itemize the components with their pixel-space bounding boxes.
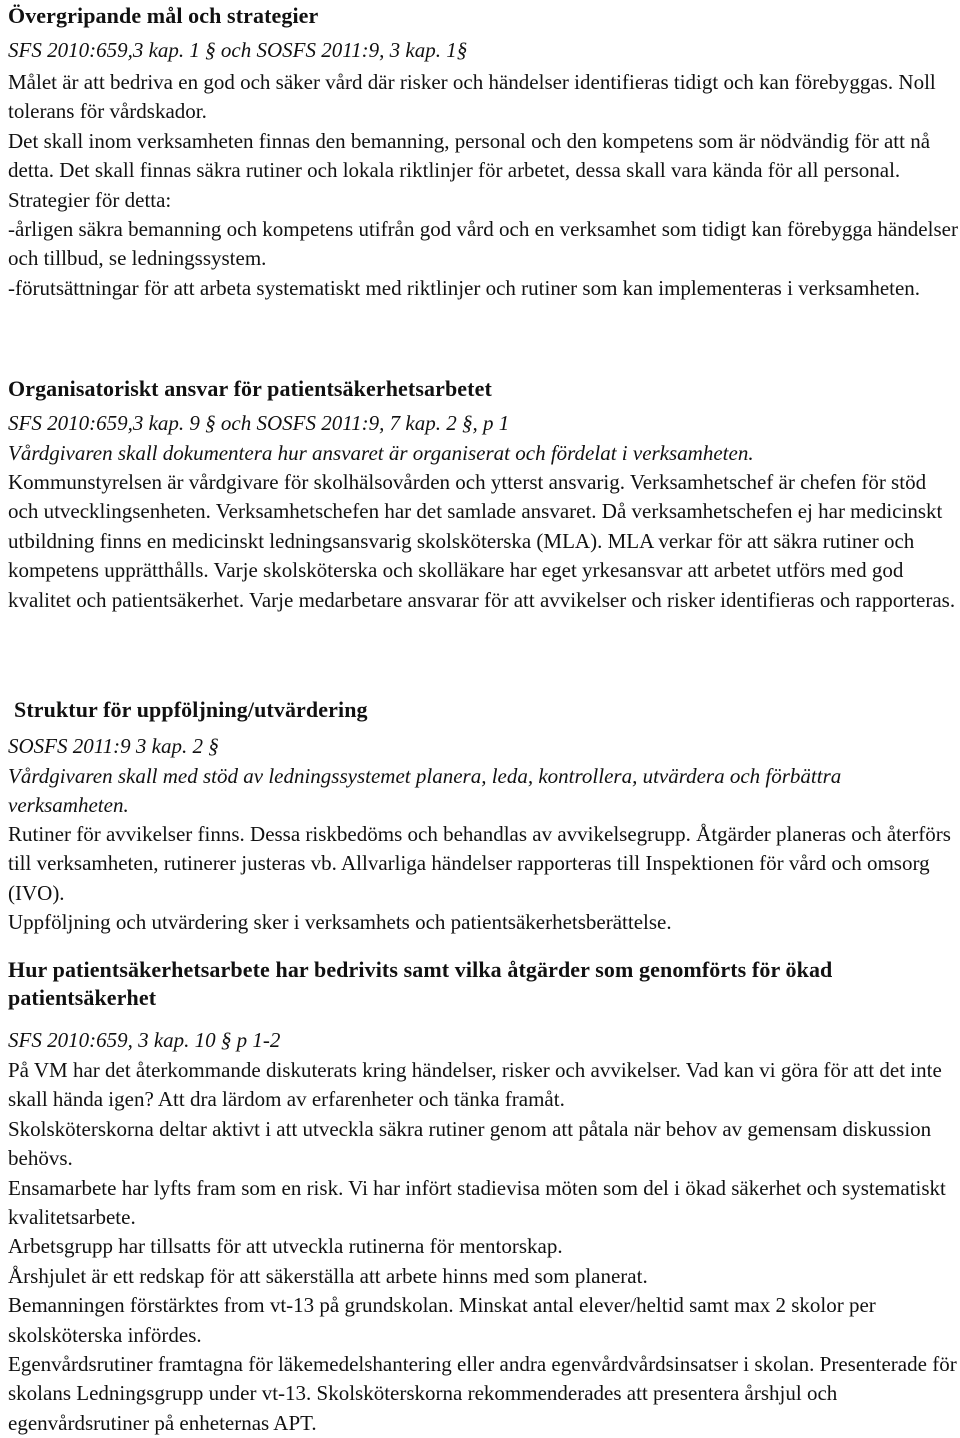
legal-reference: SFS 2010:659, 3 kap. 10 § p 1-2 bbox=[8, 1028, 281, 1052]
paragraph: På VM har det återkommande diskuterats kring händelser, risker och avvikelser. Vad kan vi göra för att det inte skall hända igen? Att dra lärdom av erfarenheter och tänka framåt. bbox=[8, 1058, 942, 1112]
section-safety-work-measures bbox=[8, 956, 958, 1438]
paragraph: Skolsköterskorna deltar aktivt i att utveckla säkra rutiner genom att påtala när behov av gemensam diskussion behövs. bbox=[8, 1116, 932, 1171]
section-overall-goals bbox=[8, 2, 958, 303]
paragraph: Bemanningen förstärktes from vt-13 på grundskolan. Minskat antal elever/heltid samt max 2 skolor per skolsköterska infördes. bbox=[8, 1293, 876, 1347]
section-heading: Hur patientsäkerhetsarbete har bedrivits samt vilka åtgärder som genomförts för ökad patientsäkerhet bbox=[8, 957, 833, 1010]
paragraph: Egenvårdsrutiner framtagna för läkemedelshantering eller andra egenvårdvårdsinsatser i skolan. Presenterade för skolans Ledningsgrupp under vt-13. Skolsköterskorna rekommenderades att presentera årshjul och egenvårdsrutiner på enheternas APT. bbox=[8, 1352, 957, 1435]
paragraph: Uppföljning och utvärdering sker i verksamhets och patientsäkerhetsberättelse. bbox=[8, 910, 672, 935]
legal-reference: SFS 2010:659,3 kap. 1 § och SOSFS 2011:9, 3 kap. 1§ bbox=[8, 38, 468, 62]
paragraph: Det skall inom verksamheten finnas den bemanning, personal och den kompetens som är nödvändig för att nå detta. Det skall finnas säkra rutiner och lokala riktlinjer för arbetet, dessa skall vara kända för all personal. bbox=[8, 128, 931, 183]
paragraph: -förutsättningar för att arbeta systematiskt med riktlinjer och rutiner som kan implementeras i verksamheten. bbox=[8, 275, 921, 300]
requirement-text: Vårdgivaren skall med stöd av ledningssystemet planera, leda, kontrollera, utvärdera och förbättra verksamheten. bbox=[8, 764, 842, 817]
paragraph: Strategier för detta: bbox=[8, 187, 172, 212]
legal-reference: SOSFS 2011:9 3 kap. 2 § bbox=[8, 734, 219, 758]
paragraph: Rutiner för avvikelser finns. Dessa riskbedöms och behandlas av avvikelsegrupp. Åtgärder planeras och återförs till verksamheten, rutinerer justeras vb. Allvarliga händelser rapporteras till Inspektionen för vård och omsorg (IVO). bbox=[8, 822, 951, 905]
section-heading: Organisatoriskt ansvar för patientsäkerhetsarbetet bbox=[8, 376, 492, 401]
paragraph: Årshjulet är ett redskap för att säkerställa att arbete hinns med som planerat. bbox=[8, 1263, 648, 1288]
paragraph: Kommunstyrelsen är vårdgivare för skolhälsovården och ytterst ansvarig. Verksamhetschef är chefen för stöd och utvecklingsenheten. Verksamhetschefen har det samlade ansvaret. Då verksamhetschefen ej har medicinskt utbildning finns en medicinskt ledningsansvarig skolsköterska (MLA). MLA verkar för att säkra rutiner och kompetens upprätthålls. Varje skolsköterska och skolläkare har eget yrkesansvar att arbetet utförs med god kvalitet och patientsäkerhet. Varje medarbetare ansvarar för att avvikelser och risker identifieras och rapporteras. bbox=[8, 470, 956, 612]
section-heading: Övergripande mål och strategier bbox=[8, 3, 319, 28]
paragraph: -årligen säkra bemanning och kompetens utifrån god vård och en verksamhet som tidigt kan förebygga händelser och tillbud, se ledningssystem. bbox=[8, 217, 958, 271]
section-organisational-responsibility bbox=[8, 375, 958, 615]
requirement-text: Vårdgivaren skall dokumentera hur ansvaret är organiserat och fördelat i verksamheten. bbox=[8, 441, 754, 465]
legal-reference: SFS 2010:659,3 kap. 9 § och SOSFS 2011:9, 7 kap. 2 §, p 1 bbox=[8, 411, 510, 435]
paragraph: Målet är att bedriva en god och säker vård där risker och händelser identifieras tidigt och kan förebyggas. Noll tolerans för vårdskador. bbox=[8, 70, 936, 124]
paragraph: Arbetsgrupp har tillsatts för att utveckla rutinerna för mentorskap. bbox=[8, 1234, 563, 1259]
paragraph: Ensamarbete har lyfts fram som en risk. Vi har infört stadievisa möten som del i ökad säkerhet och systematiskt kvalitetsarbete. bbox=[8, 1175, 946, 1230]
section-heading: Struktur för uppföljning/utvärdering bbox=[14, 697, 368, 722]
section-follow-up-structure bbox=[8, 696, 958, 938]
